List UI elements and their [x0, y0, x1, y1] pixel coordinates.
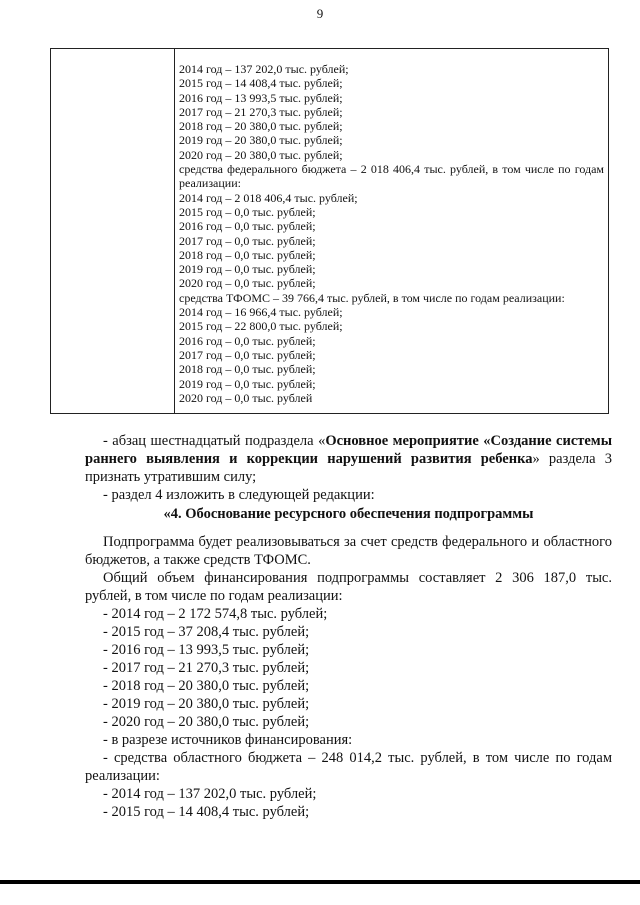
table-line: 2017 год – 0,0 тыс. рублей; [179, 233, 316, 248]
table-line: 2015 год – 0,0 тыс. рублей; [179, 204, 316, 219]
funding-table [50, 48, 609, 414]
table-line: 2018 год – 0,0 тыс. рублей; [179, 247, 316, 262]
page-number: 9 [316, 6, 324, 21]
year-item: - 2018 год – 20 380,0 тыс. рублей; [103, 678, 310, 694]
table-line: 2016 год – 0,0 тыс. рублей; [179, 219, 316, 234]
paragraph-by-source: - в разрезе источников финансирования: [103, 732, 353, 748]
paragraph-section4: - раздел 4 изложить в следующей редакции: [103, 487, 375, 503]
section-heading: «4. Обоснование ресурсного обеспечения подпрограммы [163, 506, 534, 522]
table-line: 2018 год – 20 380,0 тыс. рублей; [179, 119, 343, 134]
table-line: 2018 год – 0,0 тыс. рублей; [179, 362, 316, 377]
year-item: - 2014 год – 2 172 574,8 тыс. рублей; [103, 606, 328, 622]
table-line: 2019 год – 0,0 тыс. рублей; [179, 376, 316, 391]
paragraph-regional-budget: - средства областного бюджета – 248 014,2 тыс. рублей, в том числе по годам реализации: [85, 750, 612, 784]
table-line: 2019 год – 0,0 тыс. рублей; [179, 262, 316, 277]
table-line: 2016 год – 13 993,5 тыс. рублей; [179, 90, 343, 105]
paragraph-sources: Подпрограмма будет реализовываться за счет средств федерального и областного бюджетов, а также средств ТФОМС. [85, 534, 612, 568]
document-body [85, 432, 612, 821]
paragraph-abolish [85, 432, 612, 486]
table-line: 2015 год – 22 800,0 тыс. рублей; [179, 319, 343, 334]
table-column-divider [174, 49, 175, 413]
table-line: 2019 год – 20 380,0 тыс. рублей; [179, 133, 343, 148]
table-line: 2017 год – 0,0 тыс. рублей; [179, 347, 316, 362]
table-line: 2016 год – 0,0 тыс. рублей; [179, 333, 316, 348]
paragraph-text: - абзац шестнадцатый подраздела « [103, 433, 326, 449]
table-line: 2017 год – 21 270,3 тыс. рублей; [179, 104, 343, 119]
year-item: - 2016 год – 13 993,5 тыс. рублей; [103, 642, 310, 658]
table-line: 2020 год – 20 380,0 тыс. рублей; [179, 147, 343, 162]
year-item: - 2015 год – 14 408,4 тыс. рублей; [103, 804, 310, 820]
table-line: 2014 год – 137 202,0 тыс. рублей; [179, 62, 349, 76]
table-line: 2020 год – 0,0 тыс. рублей [179, 390, 313, 405]
table-line: 2015 год – 14 408,4 тыс. рублей; [179, 76, 343, 91]
paragraph-total: Общий объем финансирования подпрограммы составляет 2 306 187,0 тыс. рублей, в том числе по годам реализации: [85, 570, 612, 604]
year-item: - 2020 год – 20 380,0 тыс. рублей; [103, 714, 310, 730]
year-item: - 2014 год – 137 202,0 тыс. рублей; [103, 786, 317, 802]
table-line: 2020 год – 0,0 тыс. рублей; [179, 276, 316, 291]
year-item: - 2015 год – 37 208,4 тыс. рублей; [103, 624, 310, 640]
table-cell-funding [179, 62, 604, 405]
paragraph-text: » раздела 3 признать утратившим силу; [85, 451, 612, 485]
table-line: средства федерального бюджета – 2 018 406,4 тыс. рублей, в том числе по годам реализации: [179, 162, 604, 191]
event-title: Основное мероприятие «Создание системы раннего выявления и коррекции нарушений развития ребенка [85, 433, 613, 467]
table-line: 2014 год – 2 018 406,4 тыс. рублей; [179, 190, 358, 205]
year-item: - 2017 год – 21 270,3 тыс. рублей; [103, 660, 310, 676]
table-line: средства ТФОМС – 39 766,4 тыс. рублей, в том числе по годам реализации: [179, 290, 565, 305]
bottom-rule [0, 880, 640, 884]
year-item: - 2019 год – 20 380,0 тыс. рублей; [103, 696, 310, 712]
table-line: 2014 год – 16 966,4 тыс. рублей; [179, 305, 343, 320]
